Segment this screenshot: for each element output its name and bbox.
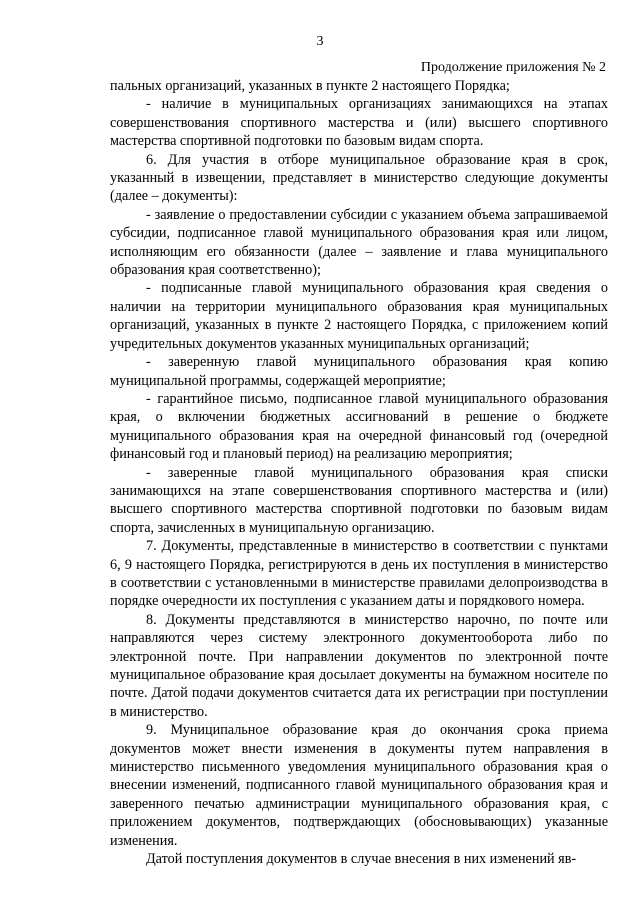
paragraph-section-6: 6. Для участия в отборе муниципальное образование края в срок, указанный в извещении, представляет в министерство следующие документы (далее – документы): (110, 151, 608, 205)
list-item-athlete-lists: - заверенные главой муниципального образования края списки занимающихся на этапе совершенствования спортивного мастерства и (или) высшего спортивного мастерства спортивной подготовки по базовым видам спорта, зачисленных в муниципальную организацию. (110, 464, 608, 536)
list-item-guarantee-letter: - гарантийное письмо, подписанное главой муниципального образования края, о включении бюджетных ассигнований в решение о бюджете муниципального образования края на очередной финансовый год (очередной финансовый год и плановый период) на реализацию мероприятия; (110, 390, 608, 463)
list-item-organizations-info: - подписанные главой муниципального образования края сведения о наличии на территории муниципального образования края муниципальных организаций, указанных в пункте 2 настоящего Порядка, с приложением копий учредительных документов указанных муниципальных организаций; (110, 280, 608, 352)
paragraph-section-9: 9. Муниципальное образование края до окончания срока приема документов может внести изменения в документы путем направления в министерство письменного уведомления муниципального образования края о внесении изменений, подписанного главой муниципального образования края и заверенного печатью администрации муниципального образования края, с приложением документов, подтверждающих (обосновывающих) указанные изменения. (110, 722, 608, 849)
paragraph-section-8: 8. Документы представляются в министерство нарочно, по почте или направляются через систему электронного документооборота либо по электронной почте. При направлении документов по электронной почте муниципальное образование края досылает документы на бумажном носителе по почте. Датой подачи документов считается дата их регистрации при поступлении в министерство. (110, 611, 608, 720)
paragraph-continued: пальных организаций, указанных в пункте 2 настоящего Порядка; (110, 78, 510, 94)
list-item-program-copy: - заверенную главой муниципального образования края копию муниципальной программы, содержащей мероприятие; (110, 354, 608, 389)
list-item-sport-levels: - наличие в муниципальных организациях занимающихся на этапах совершенствования спортивного мастерства и (или) высшего спортивного мастерства спортивной подготовки по базовым видам спорта. (110, 96, 608, 150)
paragraph-section-7: 7. Документы, представленные в министерство в соответствии с пунктами 6, 9 настоящего Порядка, регистрируются в день их поступления в министерство в соответствии с установленными в министерстве правилами делопроизводства в порядке очередности их поступления с указанием даты и порядкового номера. (110, 538, 608, 610)
list-item-application: - заявление о предоставлении субсидии с указанием объема запрашиваемой субсидии, подписанное главой муниципального образования края или лицом, исполняющим его обязанности (далее – заявление и глава муниципального образования края соответственно); (110, 206, 608, 279)
page-number: 3 (316, 34, 324, 49)
paragraph-submission-date: Датой поступления документов в случае внесения в них изменений яв- (146, 851, 577, 868)
appendix-continuation-label: Продолжение приложения № 2 (420, 60, 606, 75)
document-body (110, 77, 608, 868)
